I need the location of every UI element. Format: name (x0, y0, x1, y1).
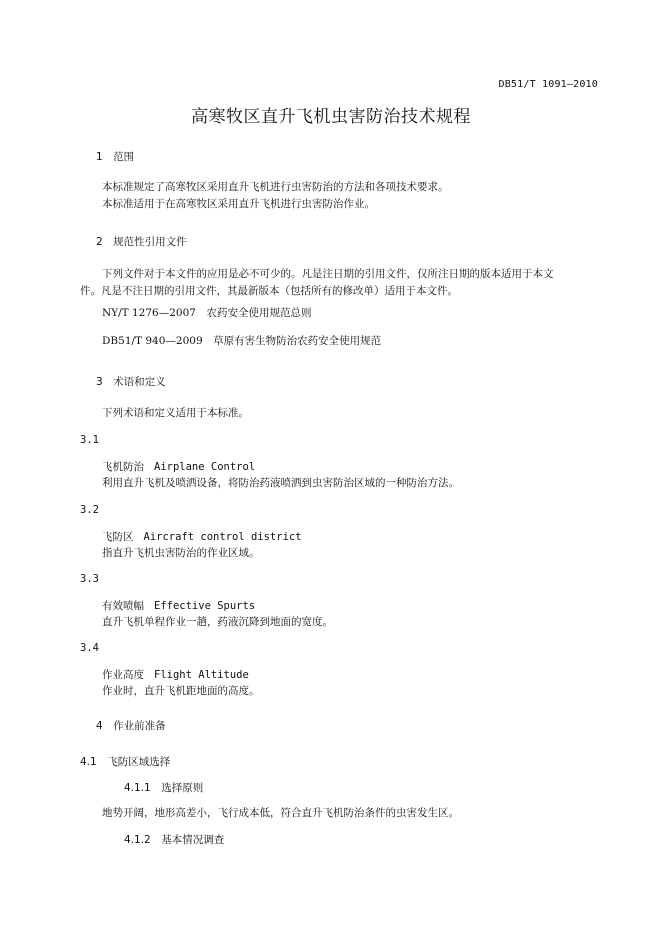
term-definition: 利用直升飞机及喷洒设备，将防治药液喷洒到虫害防治区域的一种防治方法。 (102, 477, 459, 489)
term-heading (102, 529, 302, 544)
term-en: Flight Altitude (154, 669, 249, 681)
subsection-4-1-2-heading: 4.1.2 基本情况调查 (124, 834, 225, 846)
term-number: 3.1 (80, 434, 99, 446)
term-en: Effective Spurts (154, 600, 256, 612)
term-heading (102, 598, 255, 613)
term-number: 3.4 (80, 642, 99, 654)
document-code: DB51/T 1091—2010 (498, 79, 598, 90)
section-4-heading: 4 作业前准备 (96, 720, 166, 732)
term-zh: 作业高度 (102, 669, 144, 681)
section-3-heading: 3 术语和定义 (96, 376, 166, 388)
section-2-intro-line-2: 件。凡是不注日期的引用文件，其最新版本（包括所有的修改单）适用于本文件。 (80, 285, 458, 297)
document-title: 高寒牧区直升飞机虫害防治技术规程 (191, 107, 471, 127)
term-en: Airplane Control (154, 461, 256, 473)
reference-2: DB51/T 940—2009 草原有害生物防治农药安全使用规范 (102, 335, 382, 347)
term-zh: 有效喷幅 (102, 600, 144, 612)
term-zh: 飞防区 (102, 531, 134, 543)
term-heading (102, 667, 249, 682)
term-heading (102, 459, 255, 474)
section-2-intro-line-1: 下列文件对于本文件的应用是必不可少的。凡是注日期的引用文件，仅所注日期的版本适用于本文 (102, 268, 554, 280)
section-3-intro: 下列术语和定义适用于本标准。 (102, 407, 249, 419)
term-definition: 指直升飞机虫害防治的作业区域。 (102, 547, 260, 559)
section-1-heading: 1 范围 (96, 151, 135, 163)
section-1-para-1: 本标准规定了高寒牧区采用直升飞机进行虫害防治的方法和各项技术要求。 (102, 181, 449, 193)
term-zh: 飞机防治 (102, 461, 144, 473)
term-number: 3.3 (80, 573, 99, 585)
subsection-4-1-1-heading: 4.1.1 选择原则 (124, 782, 204, 794)
subsection-4-1-1-text: 地势开阔，地形高差小，飞行成本低，符合直升飞机防治条件的虫害发生区。 (102, 807, 459, 819)
term-definition: 直升飞机单程作业一趟，药液沉降到地面的宽度。 (102, 616, 333, 628)
term-definition: 作业时，直升飞机距地面的高度。 (102, 685, 260, 697)
term-en: Aircraft control district (143, 531, 302, 543)
reference-1: NY/T 1276—2007 农药安全使用规范总则 (102, 307, 312, 319)
section-2-heading: 2 规范性引用文件 (96, 236, 187, 248)
term-number: 3.2 (80, 504, 99, 516)
subsection-4-1-heading: 4.1 飞防区域选择 (80, 756, 171, 768)
section-1-para-2: 本标准适用于在高寒牧区采用直升飞机进行虫害防治作业。 (102, 198, 375, 210)
